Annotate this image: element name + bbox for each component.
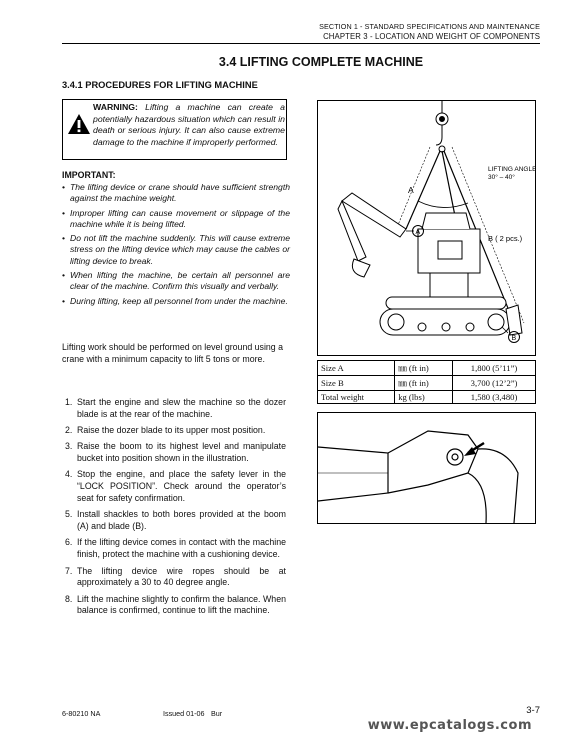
blade-shackle-illustration [317, 412, 536, 524]
fig-b-note: B ( 2 pcs.) [488, 234, 523, 243]
step-number: 8. [65, 593, 73, 604]
important-item: • The lifting device or crane should have sufficient strength against the machine weight. [62, 182, 290, 205]
watermark-link[interactable]: www.epcatalogs.com [367, 718, 532, 733]
important-item: • During lifting, keep all personnel from under the machine. [62, 296, 290, 307]
step-number: 5. [65, 509, 73, 520]
warning-body: Lifting a machine can create a potentially hazardous situation which can result in death or serious injury. It can also cause extreme damage to the machine if improperly performed. [93, 102, 285, 147]
step-number: 6. [65, 537, 73, 548]
fig-label-a: A [408, 185, 414, 195]
step-text: Raise the boom to its highest level and manipulate bucket into position shown in the illustration. [77, 441, 286, 464]
important-item: • Do not lift the machine suddenly. This will cause extreme stress on the lifting device which may cause the cables or lifting device to break. [62, 233, 290, 267]
step-text: Raise the dozer blade to its upper most position. [77, 425, 266, 436]
warning-text [93, 102, 285, 148]
header-section: SECTION 1 - STANDARD SPECIFICATIONS AND MAINTENANCE [319, 22, 540, 31]
step-number: 7. [65, 565, 73, 576]
spec-unit: ㎜ (ft in) [395, 361, 453, 376]
table-row [318, 361, 536, 376]
spec-table [317, 360, 536, 404]
spec-name: Size A [318, 361, 395, 376]
footer-doc-number: 6-80210 NA [62, 709, 101, 718]
step-item [62, 441, 286, 465]
important-list [62, 182, 290, 310]
warning-triangle-icon [67, 113, 91, 140]
important-heading: IMPORTANT: [62, 170, 116, 180]
step-item [62, 537, 286, 561]
blade-shackle-drawing [318, 413, 536, 524]
page-title: 3.4 LIFTING COMPLETE MACHINE [218, 55, 424, 69]
fig-circle-b: B [511, 335, 517, 342]
table-row [318, 391, 536, 404]
spec-value: 1,800 (5’11”) [453, 361, 536, 376]
step-item [62, 566, 286, 590]
spec-value: 1,580 (3,480) [453, 391, 536, 404]
intro-paragraph: Lifting work should be performed on level ground using a crane with a minimum capacity to lift 5 tons or more. [62, 342, 284, 364]
step-item [62, 469, 286, 504]
step-item [62, 425, 286, 437]
step-number: 4. [65, 469, 73, 480]
fig-angle-range: 30° – 40° [488, 174, 515, 181]
arrow-icon [464, 443, 484, 456]
lifting-illustration-drawing [318, 101, 536, 356]
step-item [62, 397, 286, 421]
step-list [62, 397, 286, 622]
step-text: Lift the machine slightly to confirm the balance. When balance is confirmed, continue to lift the machine. [77, 593, 286, 616]
step-item [62, 509, 286, 533]
spec-value: 3,700 (12’2”) [453, 376, 536, 391]
fig-circle-a: A [415, 229, 421, 236]
step-number: 1. [65, 397, 73, 407]
lifting-illustration [317, 100, 536, 356]
step-text: If the lifting device comes in contact with the machine finish, protect the machine with a cushioning device. [77, 537, 286, 560]
footer-lang: Bur [211, 709, 223, 718]
spec-name: Size B [318, 376, 395, 391]
table-row [318, 376, 536, 391]
step-text: The lifting device wire ropes should be at approximately a 30 to 40 degree angle. [77, 565, 286, 588]
step-text: Install shackles to both bores provided at the boom (A) and blade (B). [77, 509, 286, 532]
header-rule [62, 43, 540, 44]
step-item [62, 594, 286, 618]
spec-unit: kg (lbs) [395, 391, 453, 404]
fig-lifting-angle: LIFTING ANGLE [488, 166, 537, 173]
subsection-title: 3.4.1 PROCEDURES FOR LIFTING MACHINE [62, 80, 258, 90]
important-item: • Improper lifting can cause movement or slippage of the machine while it is being lifted. [62, 208, 290, 231]
step-number: 3. [65, 441, 73, 452]
page-number: 3-7 [526, 705, 540, 716]
warning-label: WARNING: [93, 102, 138, 112]
warning-box [62, 99, 287, 160]
header-chapter: CHAPTER 3 - LOCATION AND WEIGHT OF COMPONENTS [323, 32, 540, 41]
spec-unit: ㎜ (ft in) [395, 376, 453, 391]
step-number: 2. [65, 425, 73, 436]
step-text: Stop the engine, and place the safety lever in the “LOCK POSITION”. Check around the operator’s seat for safety confirmation. [77, 469, 286, 504]
step-text: Start the engine and slew the machine so the dozer blade is at the rear of the machine. [77, 397, 286, 419]
footer-issued: Issued 01-06 [163, 709, 205, 718]
spec-name: Total weight [318, 391, 395, 404]
important-item: • When lifting the machine, be certain all personnel are clear of the machine. Confirm this visually and verbally. [62, 270, 290, 293]
